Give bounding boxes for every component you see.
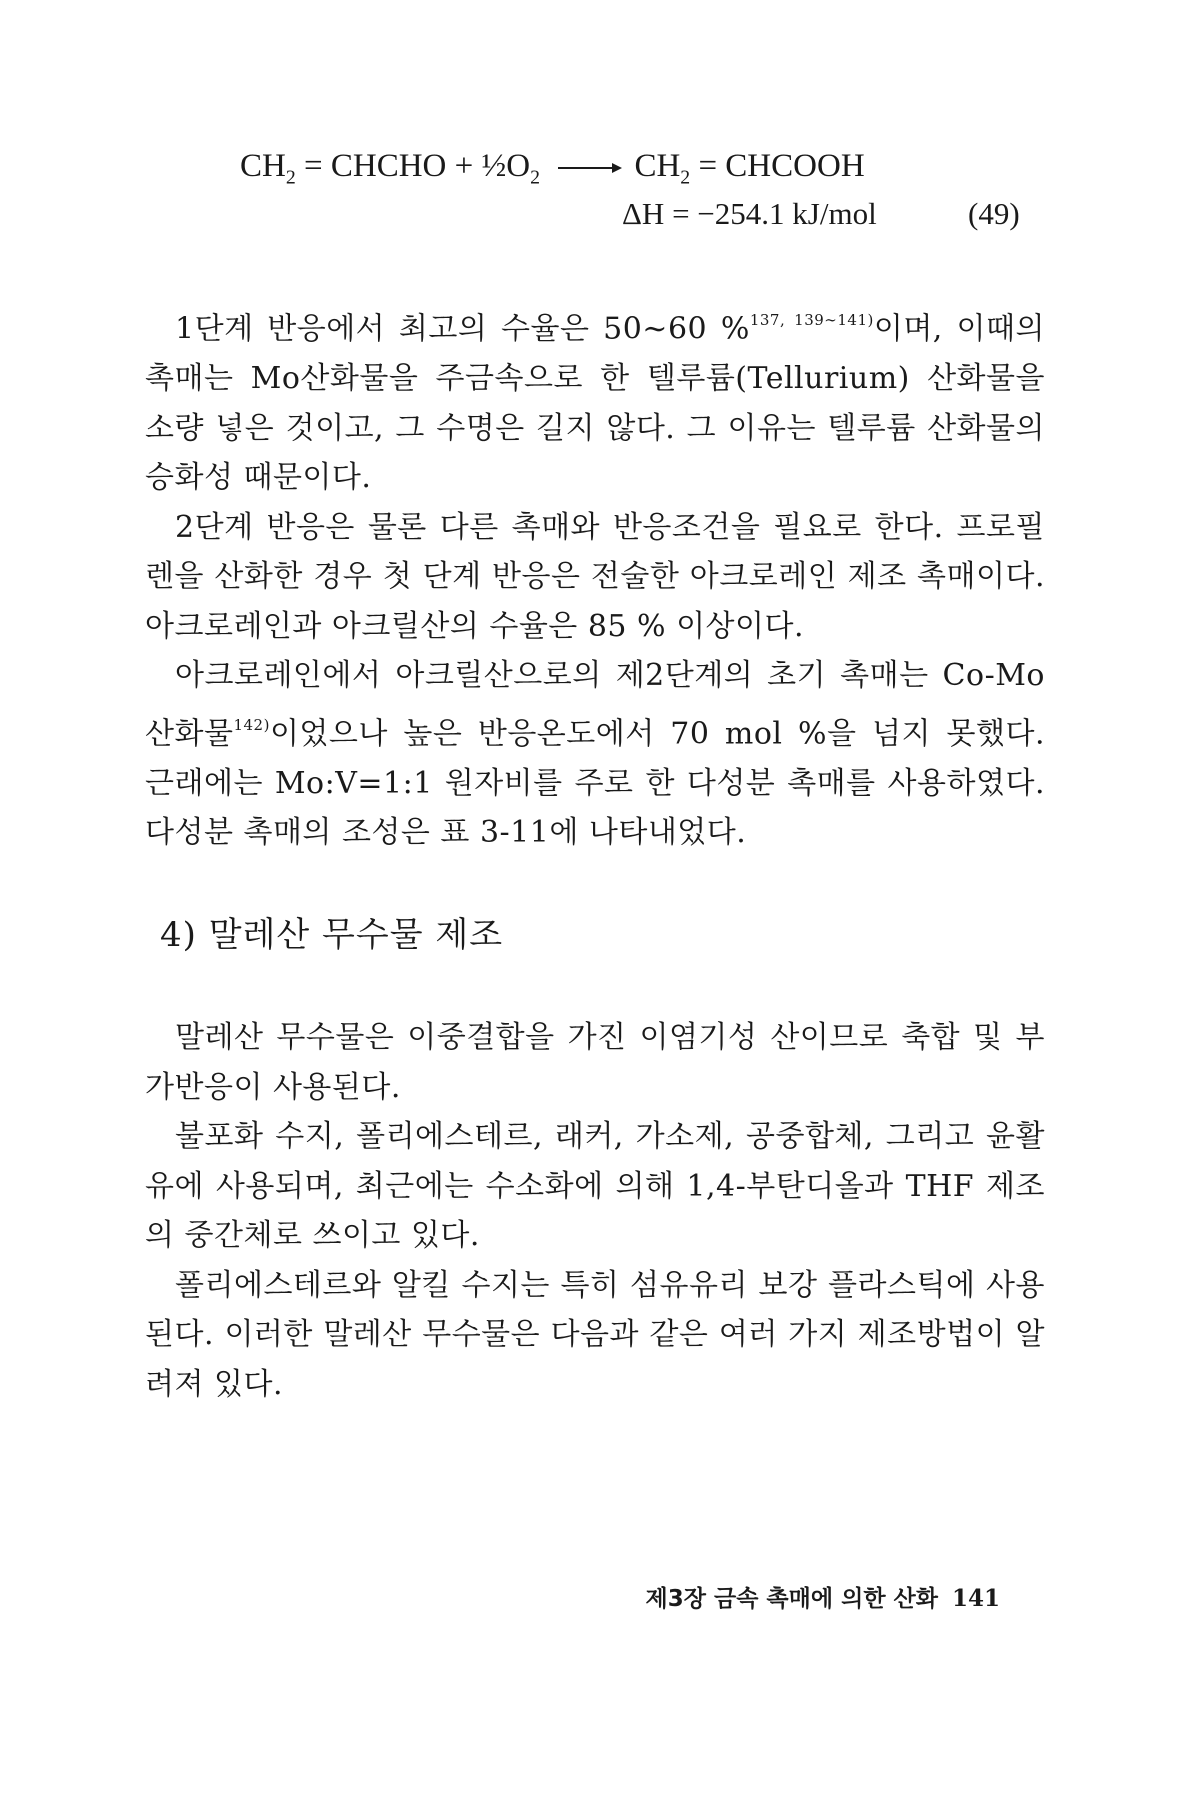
citation-ref: 137, 139∼141) — [749, 311, 874, 329]
paragraph: 폴리에스테르와 알킬 수지는 특히 섬유유리 보강 플라스틱에 사용된다. 이러한 말레산 무수물은 다음과 같은 여러 가지 제조방법이 알려져 있다. — [145, 1267, 1045, 1402]
equation-enthalpy: ΔH = −254.1 kJ/mol — [622, 196, 877, 231]
eq-sub: 2 — [285, 166, 296, 189]
text-run: 이었으나 높은 반응온도에서 70 mol %을 넘지 못했다. 근래에는 Mo:V=1:1 원자비를 주로 한 다성분 촉매를 사용하였다. 다성분 촉매의 조성은 표 3-11에 나타내었다. — [145, 716, 1045, 850]
page-footer — [646, 1580, 1000, 1613]
paragraph — [145, 296, 1045, 503]
text-run: 아크로레인에서 아크릴산으로의 제2단계의 초기 촉매는 Co-Mo 산화물 — [145, 658, 1045, 751]
paragraph: 말레산 무수물은 이중결합을 가진 이염기성 산이므로 축합 및 부가반응이 사용된다. — [145, 1020, 1045, 1105]
equation-reaction — [240, 148, 865, 190]
eq-sub: 2 — [680, 166, 691, 189]
text-block-acrylic — [145, 296, 1045, 858]
text-run: 이며, 이때의 촉매는 Mo산화물을 주금속으로 한 텔루륨(Tellurium) 산화물을 소량 넣은 것이고, 그 수명은 길지 않다. 그 이유는 텔루륨 산화물의 승화성 때문이다. — [145, 311, 1045, 495]
paragraph: 2단계 반응은 물론 다른 촉매와 반응조건을 필요로 한다. 프로필렌을 산화한 경우 첫 단계 반응은 전술한 아크로레인 제조 촉매이다. 아크로레인과 아크릴산의 수율은 85 % 이상이다. — [145, 509, 1045, 644]
equation-number: (49) — [968, 196, 1020, 231]
paragraph — [145, 651, 1045, 858]
reaction-arrow-icon — [558, 167, 620, 169]
eq-sub: 2 — [530, 166, 540, 189]
chapter-title: 제3장 금속 촉매에 의한 산화 — [645, 1586, 938, 1612]
page-number: 141 — [951, 1585, 1000, 1612]
paragraph: 불포화 수지, 폴리에스테르, 래커, 가소제, 공중합체, 그리고 윤활유에 사용되며, 최근에는 수소화에 의해 1,4-부탄디올과 THF 제조의 중간체로 쓰이고 있다. — [145, 1119, 1045, 1253]
section-heading: 4) 말레산 무수물 제조 — [160, 915, 504, 955]
eq-reactant-rest: = CHCHO + ½O — [295, 148, 531, 184]
citation-ref: 142) — [233, 715, 270, 734]
text-block-maleic — [145, 1013, 1045, 1409]
text-run: 1단계 반응에서 최고의 수율은 50∼60 % — [175, 311, 750, 347]
eq-product: CH — [634, 148, 681, 184]
eq-product-rest: = CHCOOH — [690, 148, 865, 184]
eq-reactant: CH — [240, 148, 286, 184]
